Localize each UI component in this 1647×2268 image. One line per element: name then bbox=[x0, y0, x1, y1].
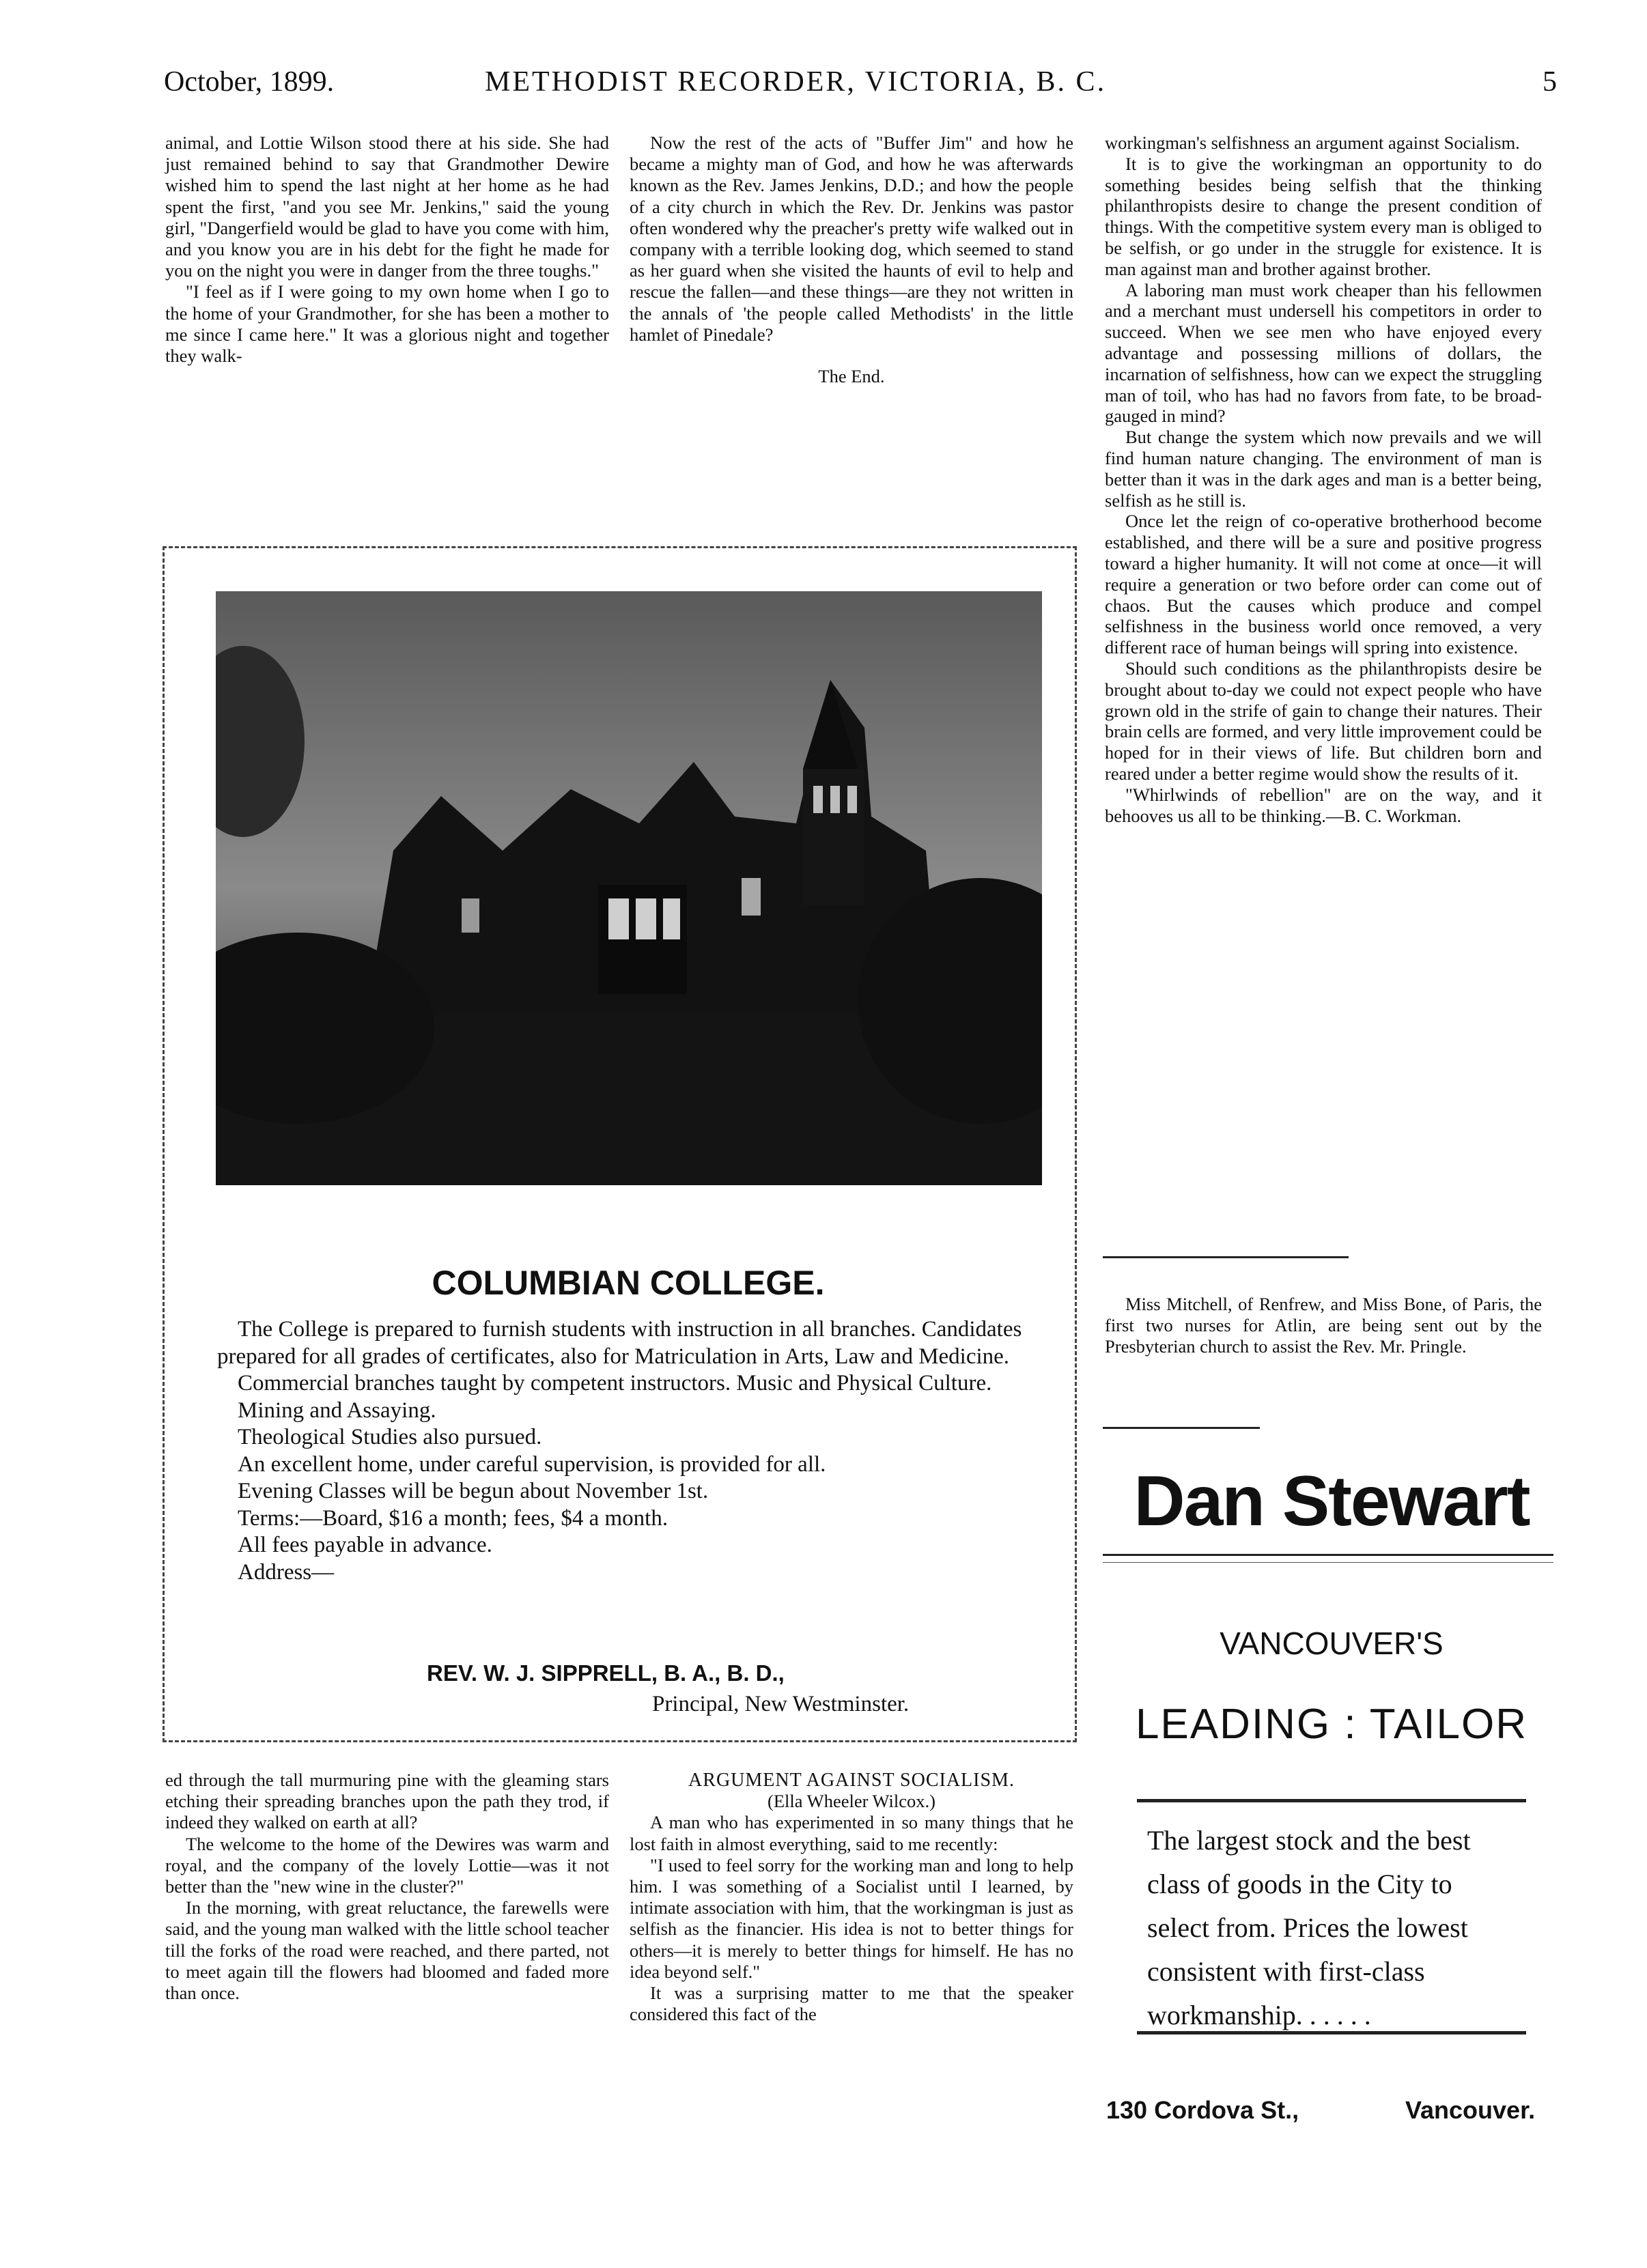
college-line: An excellent home, under careful supervision, is provided for all. bbox=[238, 1451, 826, 1477]
ad-divider bbox=[1103, 1554, 1553, 1556]
college-line: All fees payable in advance. bbox=[238, 1533, 492, 1557]
story-paragraph: animal, and Lottie Wilson stood there at his side. She had just remained behind to say that Grandmother Dewire wished him to spend the last night at her home as he had spent the first, "and you see Mr. Jenkins," said the young girl, "Dangerfield would be glad to have you come with him, and you know you are in his debt for the fight he made for you on the night you were in danger from the three toughs." bbox=[165, 132, 609, 281]
college-principal-title: Principal, New Westminster. bbox=[652, 1692, 910, 1716]
nurses-notice bbox=[1105, 1294, 1542, 1357]
ad-box-top-rule bbox=[1137, 1799, 1526, 1802]
article-paragraph: "I used to feel sorry for the working man and long to help him. I was something of a Socialist until I learned, by intimate association with him, that the workingman is just as selfish as the financier. His idea is not to better things for others—it is merely to better things for himself. He has no idea beyond self." bbox=[630, 1854, 1073, 1982]
building-illustration bbox=[216, 591, 1042, 1185]
story-end: The End. bbox=[818, 366, 885, 387]
publication-title: METHODIST RECORDER, VICTORIA, B. C. bbox=[485, 66, 1107, 98]
article-paragraph: A laboring man must work cheaper than his fellowmen and a merchant must undersell his competitors in order to succeed. When we see men who have enjoyed every advantage and possessing millions of dollars, the incarnation of selfishness, how can we expect the struggling man of toil, who has had no favors from fate, to be broad-gauged in mind? bbox=[1105, 279, 1542, 427]
story-continuation-col1 bbox=[165, 132, 609, 367]
article-byline: (Ella Wheeler Wilcox.) bbox=[768, 1791, 935, 1812]
article-paragraph: "Whirlwinds of rebellion" are on the way, and it behooves us all to be thinking.—B. C. Workman. bbox=[1105, 784, 1542, 826]
story-paragraph: The welcome to the home of the Dewires was warm and royal, and the company of the lovely Lottie—was it not better than the "new wine in the cluster?" bbox=[165, 1833, 609, 1897]
column-rule bbox=[1103, 1427, 1260, 1429]
college-ad-text bbox=[217, 1316, 1030, 1586]
tailor-ad-description: The largest stock and the best class of goods in the City to select from. Prices the lowest consistent with first-class workmanship. . . . . . bbox=[1147, 1825, 1471, 2030]
college-line: Mining and Assaying. bbox=[238, 1398, 436, 1423]
ad-divider bbox=[1103, 1562, 1553, 1563]
college-line: Address— bbox=[238, 1559, 335, 1585]
notice-text: Miss Mitchell, of Renfrew, and Miss Bone, of Paris, the first two nurses for Atlin, are being sent out by the Presbyterian church to assist the Rev. Mr. Pringle. bbox=[1105, 1294, 1542, 1357]
college-line: Terms:—Board, $16 a month; fees, $4 a month. bbox=[238, 1505, 668, 1531]
tailor-ad-lead: LEADING : TAILOR bbox=[1135, 1701, 1528, 1748]
tailor-ad-name: Dan Stewart bbox=[1134, 1462, 1530, 1541]
college-line: Commercial branches taught by competent instructors. Music and Physical Culture. bbox=[238, 1371, 992, 1395]
article-paragraph: But change the system which now prevails and we will find human nature changing. The environment of man is better than it was in the dark ages and man is a better being, selfish as he still is. bbox=[1105, 427, 1542, 511]
story-paragraph: "I feel as if I were going to my own home when I go to the home of your Grandmother, for she has been a mother to me since I came here." It was a glorious night and together they walk- bbox=[165, 281, 609, 367]
tailor-ad-subtitle: VANCOUVER'S bbox=[1220, 1626, 1444, 1661]
tailor-ad-city: Vancouver. bbox=[1405, 2096, 1536, 2124]
socialism-article bbox=[630, 1770, 1073, 2025]
page-number: 5 bbox=[1543, 66, 1557, 98]
tailor-ad-address: 130 Cordova St., bbox=[1106, 2096, 1299, 2124]
article-paragraph: It is to give the workingman an opportunity to do something besides being selfish that the thinking philanthropists desire to change the present condition of things. With the competitive system every man is obliged to be selfish, or go under in the struggle for existence. It is man against man and brother against brother. bbox=[1105, 153, 1542, 279]
story-continuation-col2 bbox=[630, 132, 1073, 387]
article-paragraph: Once let the reign of co-operative brotherhood become established, and there will be a sure and positive progress toward a higher humanity. It will not come at once—it will require a generation or two before order can come out of chaos. But the causes which produce and compel selfishness in the business world once removed, a very different race of human beings will spring into existence. bbox=[1105, 511, 1542, 658]
college-principal: REV. W. J. SIPPRELL, B. A., B. D., bbox=[427, 1660, 785, 1686]
article-paragraph: Should such conditions as the philanthropists desire be brought about to-day we could not expect people who have grown old in the strife of gain to change their natures. Their brain cells are formed, and very little improvement could be hoped for in their views of life. But children born and reared under a better regime would show the results of it. bbox=[1105, 657, 1542, 784]
college-line: Theological Studies also pursued. bbox=[238, 1425, 542, 1449]
column-rule bbox=[1103, 1256, 1349, 1258]
college-photograph bbox=[216, 591, 1042, 1185]
issue-date: October, 1899. bbox=[164, 66, 335, 98]
story-conclusion-col1 bbox=[165, 1770, 609, 2004]
article-paragraph: It was a surprising matter to me that the speaker considered this fact of the bbox=[630, 1983, 1073, 2025]
article-title: ARGUMENT AGAINST SOCIALISM. bbox=[688, 1770, 1015, 1791]
story-paragraph: Now the rest of the acts of "Buffer Jim" and how he became a mighty man of God, and how he was afterwards known as the Rev. James Jenkins, D.D.; and how the people of a city church in which the Rev. Dr. Jenkins was pastor often wondered why the preacher's pretty wife walked out in company with a terrible looking dog, which seemed to stand as her guard when she visited the haunts of evil to help and rescue the fallen—and these things—are they not written in the annals of 'the people called Methodists' in the little hamlet of Pinedale? bbox=[630, 132, 1073, 345]
college-line: The College is prepared to furnish students with instruction in all branches. Candidates prepared for all grades of certificates, also for Matriculation in Arts, Law and Medicine. bbox=[217, 1317, 1022, 1369]
college-title: COLUMBIAN COLLEGE. bbox=[432, 1264, 825, 1302]
article-paragraph: workingman's selfishness an argument against Socialism. bbox=[1105, 132, 1520, 153]
article-paragraph: A man who has experimented in so many things that he lost faith in almost everything, said to me recently: bbox=[630, 1812, 1073, 1854]
story-paragraph: ed through the tall murmuring pine with the gleaming stars etching their spreading branches upon the path they trod, if indeed they walked on earth at all? bbox=[165, 1770, 609, 1833]
page-header bbox=[164, 60, 1557, 108]
college-line: Evening Classes will be begun about November 1st. bbox=[238, 1479, 709, 1503]
socialism-article-continuation bbox=[1105, 132, 1542, 826]
story-paragraph: In the morning, with great reluctance, the farewells were said, and the young man walked with the little school teacher till the forks of the road were reached, and there parted, not to meet again till the flowers had bloomed and faded more than once. bbox=[165, 1897, 609, 2004]
